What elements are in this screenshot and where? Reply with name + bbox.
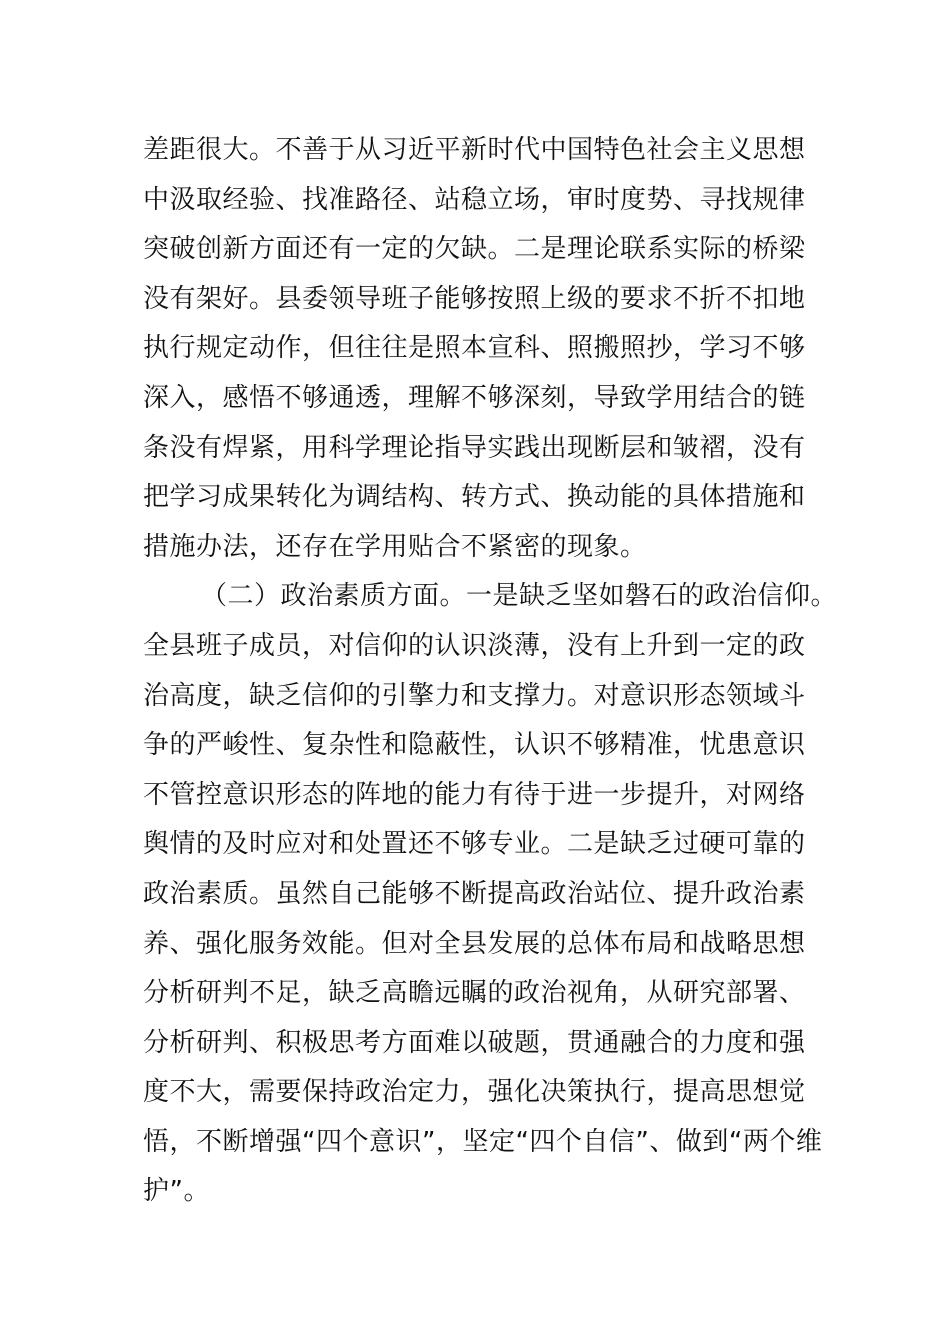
text-line: 没有架好。县委领导班子能够按照上级的要求不折不扣地 [143, 283, 806, 314]
text-line: 政治素质。虽然自己能够不断提高政治站位、提升政治素 [143, 878, 806, 909]
text-line: 不管控意识形态的阵地的能力有待于进一步提升，对网络 [143, 779, 806, 810]
document-body [143, 126, 838, 1217]
text-line: 分析研判、积极思考方面难以破题，贯通融合的力度和强 [143, 1027, 806, 1058]
text-line: 把学习成果转化为调结构、转方式、换动能的具体措施和 [143, 482, 806, 513]
text-line: 舆情的及时应对和处置还不够专业。二是缺乏过硬可靠的 [143, 829, 806, 860]
text-line: 养、强化服务效能。但对全县发展的总体布局和战略思想 [143, 928, 806, 959]
text-line: 执行规定动作，但往往是照本宣科、照搬照抄，学习不够 [143, 333, 806, 364]
text-line: 深入，感悟不够通透，理解不够深刻，导致学用结合的链 [143, 382, 806, 413]
text-line: 突破创新方面还有一定的欠缺。二是理论联系实际的桥梁 [143, 234, 806, 265]
text-line: 全县班子成员，对信仰的认识淡薄，没有上升到一定的政 [143, 630, 806, 661]
text-line: 措施办法，还存在学用贴合不紧密的现象。 [143, 531, 647, 562]
text-line: 护”。 [143, 1176, 210, 1207]
text-line: 条没有焊紧，用科学理论指导实践出现断层和皱褶，没有 [143, 432, 806, 463]
text-line: 悟，不断增强“四个意识”，坚定“四个自信”、做到“两个维 [143, 1126, 823, 1157]
text-line: 争的严峻性、复杂性和隐蔽性，认识不够精准，忧患意识 [143, 730, 806, 761]
text-line: 分析研判不足，缺乏高瞻远瞩的政治视角，从研究部署、 [143, 978, 806, 1009]
text-line: 度不大，需要保持政治定力，强化决策执行，提高思想觉 [143, 1077, 806, 1108]
section-heading-line: （二）政治素质方面。一是缺乏坚如磐石的政治信仰。 [201, 581, 838, 612]
text-line: 中汲取经验、找准路径、站稳立场，审时度势、寻找规律 [143, 184, 806, 215]
text-line: 治高度，缺乏信仰的引擎力和支撑力。对意识形态领域斗 [143, 680, 806, 711]
text-line: 差距很大。不善于从习近平新时代中国特色社会主义思想 [143, 135, 806, 165]
